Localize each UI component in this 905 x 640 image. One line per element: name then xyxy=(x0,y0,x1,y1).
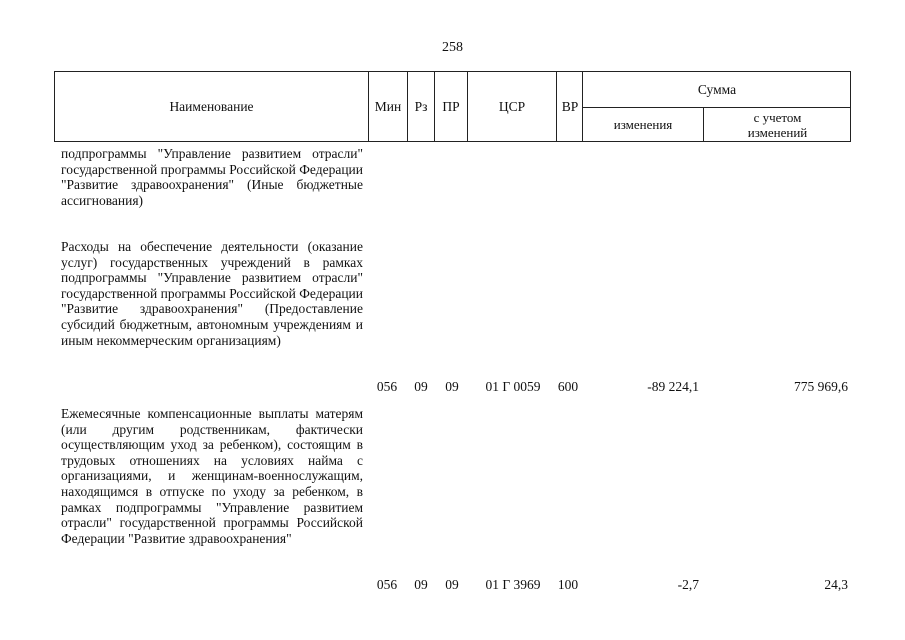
row-min: 056 xyxy=(376,379,398,394)
row-pr: 09 xyxy=(445,577,459,592)
table-header xyxy=(54,71,851,142)
header-with-change-line1: с учетом xyxy=(753,109,802,125)
row-csr: 01 Г 0059 xyxy=(485,379,541,394)
row-change: -89 224,1 xyxy=(647,379,699,394)
row-rz: 09 xyxy=(414,577,428,592)
page-number: 258 xyxy=(442,40,463,55)
header-vr: ВР xyxy=(561,98,579,114)
row-total: 775 969,6 xyxy=(794,379,848,394)
header-min: Мин xyxy=(374,98,402,114)
header-with-change xyxy=(704,107,851,142)
row-rz: 09 xyxy=(414,379,428,394)
row-min: 056 xyxy=(376,577,398,592)
row-total: 24,3 xyxy=(824,577,848,592)
header-rz: Рз xyxy=(414,98,428,114)
header-with-change-line2: изменений xyxy=(747,124,808,140)
row-vr: 600 xyxy=(557,379,579,394)
header-change: изменения xyxy=(613,117,673,132)
row-csr: 01 Г 3969 xyxy=(485,577,541,592)
header-csr: ЦСР xyxy=(498,98,526,114)
row-change: -2,7 xyxy=(677,577,699,592)
row-vr: 100 xyxy=(557,577,579,592)
header-sum: Сумма xyxy=(697,81,737,97)
row-name: Расходы на обеспечение деятельности (оказание услуг) государственных учреждений в рамках подпрограммы "Управление развитием отрасли" государственной программы Российской Федерации "Развитие здравоохранения" (Предоставление субсидий бюджетным, автономным учреждениям и иным некоммерческим организациям) xyxy=(61,239,363,348)
row-pr: 09 xyxy=(445,379,459,394)
header-name: Наименование xyxy=(169,98,254,114)
row-name: подпрограммы "Управление развитием отрасли" государственной программы Российской Федерации "Развитие здравоохранения" (Иные бюджетные ассигнования) xyxy=(61,146,363,208)
row-name: Ежемесячные компенсационные выплаты матерям (или другим родственникам, фактически осуществляющим уход за ребенком), состоящим в трудовых отношениях на условиях найма с организациями, и женщинам-военнослужащим, находящимся в отпуске по уходу за ребенком, в рамках подпрограммы "Управление развитием отрасли" государственной программы Российской Федерации "Развитие здравоохранения" xyxy=(61,406,363,546)
header-pr: ПР xyxy=(442,98,460,114)
